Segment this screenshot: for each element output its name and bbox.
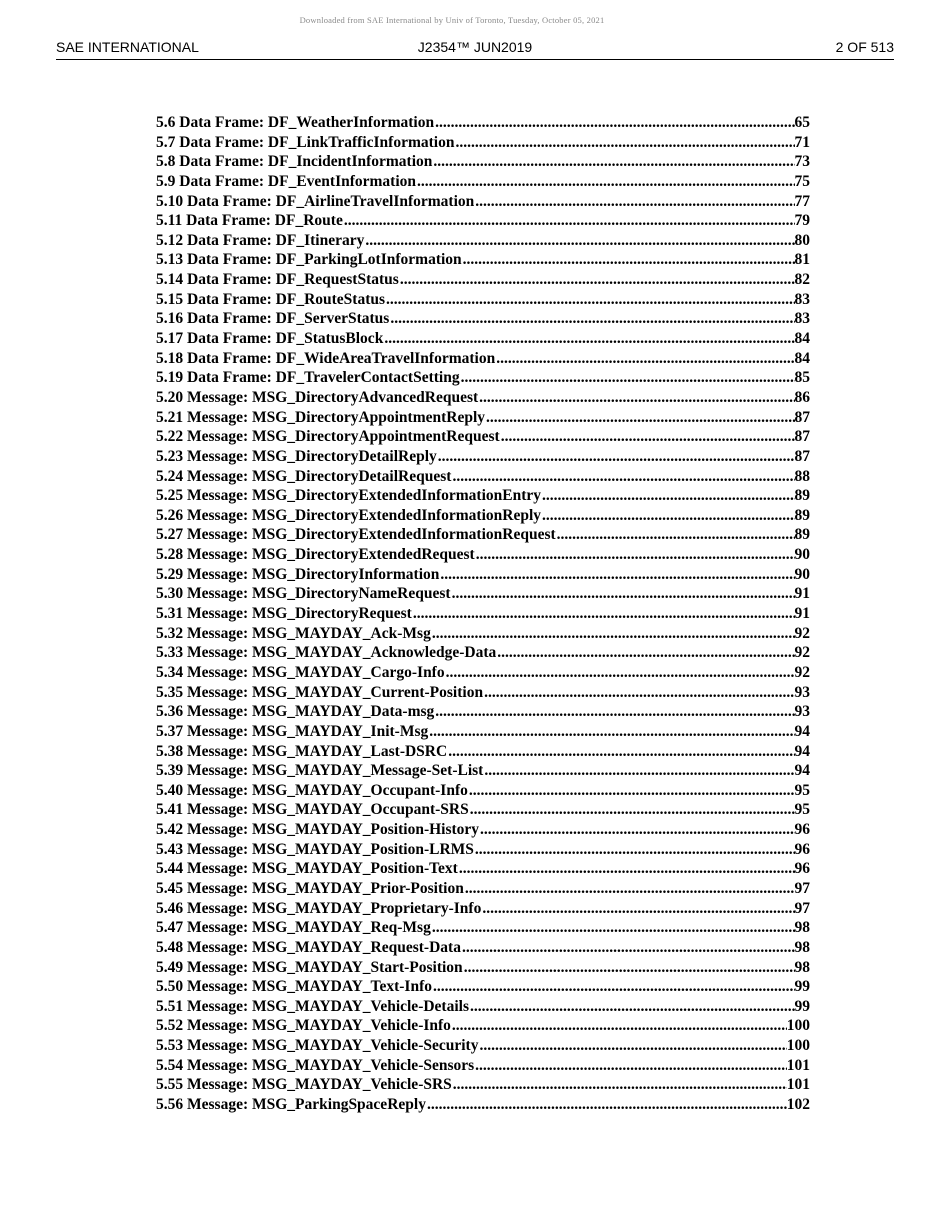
- toc-entry[interactable]: [156, 702, 810, 722]
- toc-entry[interactable]: [156, 840, 810, 860]
- toc-entry-title: 5.40 Message: MSG_MAYDAY_Occupant-Info: [156, 781, 468, 799]
- toc-entry-title: 5.47 Message: MSG_MAYDAY_Req-Msg: [156, 919, 431, 937]
- toc-entry-page: 100: [786, 1037, 810, 1055]
- toc-entry-title: 5.32 Message: MSG_MAYDAY_Ack-Msg: [156, 624, 431, 642]
- toc-leader-dots: [417, 172, 794, 192]
- toc-entry[interactable]: [156, 918, 810, 938]
- toc-entry[interactable]: [156, 486, 810, 506]
- toc-entry-page: 101: [786, 1076, 810, 1094]
- toc-entry[interactable]: [156, 368, 810, 388]
- toc-entry-page: 96: [794, 821, 810, 839]
- table-of-contents: [156, 113, 810, 1115]
- toc-entry[interactable]: [156, 997, 810, 1017]
- toc-entry[interactable]: [156, 938, 810, 958]
- toc-entry[interactable]: [156, 742, 810, 762]
- toc-entry[interactable]: [156, 211, 810, 231]
- toc-entry-page: 87: [794, 428, 810, 446]
- toc-entry[interactable]: [156, 663, 810, 683]
- toc-entry-page: 94: [794, 742, 810, 760]
- toc-entry-page: 100: [786, 1017, 810, 1035]
- toc-entry[interactable]: [156, 879, 810, 899]
- toc-leader-dots: [413, 604, 795, 624]
- toc-entry[interactable]: [156, 624, 810, 644]
- toc-entry-title: 5.45 Message: MSG_MAYDAY_Prior-Position: [156, 879, 464, 897]
- toc-entry-page: 98: [794, 958, 810, 976]
- toc-leader-dots: [479, 1036, 786, 1056]
- toc-entry[interactable]: [156, 309, 810, 329]
- toc-entry-page: 94: [794, 722, 810, 740]
- toc-entry[interactable]: [156, 899, 810, 919]
- toc-entry-title: 5.16 Data Frame: DF_ServerStatus: [156, 310, 390, 328]
- toc-entry-page: 86: [794, 388, 810, 406]
- toc-entry[interactable]: [156, 329, 810, 349]
- toc-leader-dots: [455, 133, 794, 153]
- toc-entry-title: 5.20 Message: MSG_DirectoryAdvancedRequest: [156, 388, 479, 406]
- toc-entry-title: 5.43 Message: MSG_MAYDAY_Position-LRMS: [156, 840, 474, 858]
- toc-entry-title: 5.39 Message: MSG_MAYDAY_Message-Set-List: [156, 762, 484, 780]
- toc-entry[interactable]: [156, 1036, 810, 1056]
- toc-entry-title: 5.52 Message: MSG_MAYDAY_Vehicle-Info: [156, 1017, 451, 1035]
- toc-entry-title: 5.18 Data Frame: DF_WideAreaTravelInformation: [156, 349, 496, 367]
- toc-entry-title: 5.55 Message: MSG_MAYDAY_Vehicle-SRS: [156, 1076, 452, 1094]
- toc-entry-title: 5.15 Data Frame: DF_RouteStatus: [156, 290, 386, 308]
- toc-entry-page: 92: [794, 624, 810, 642]
- toc-entry-page: 83: [794, 290, 810, 308]
- toc-entry-title: 5.12 Data Frame: DF_Itinerary: [156, 231, 365, 249]
- toc-entry[interactable]: [156, 683, 810, 703]
- toc-leader-dots: [470, 997, 795, 1017]
- toc-entry-title: 5.30 Message: MSG_DirectoryNameRequest: [156, 585, 451, 603]
- toc-entry[interactable]: [156, 427, 810, 447]
- toc-leader-dots: [427, 1095, 787, 1115]
- toc-leader-dots: [433, 152, 794, 172]
- toc-entry-page: 95: [794, 801, 810, 819]
- toc-entry-page: 89: [794, 487, 810, 505]
- toc-leader-dots: [484, 761, 794, 781]
- toc-leader-dots: [452, 584, 795, 604]
- toc-leader-dots: [496, 349, 794, 369]
- toc-entry-page: 97: [794, 899, 810, 917]
- document-id: J2354™ JUN2019: [417, 39, 533, 55]
- toc-entry-title: 5.7 Data Frame: DF_LinkTrafficInformation: [156, 133, 455, 151]
- toc-leader-dots: [465, 879, 795, 899]
- toc-leader-dots: [365, 231, 794, 251]
- toc-entry[interactable]: [156, 290, 810, 310]
- toc-leader-dots: [435, 113, 794, 133]
- toc-entry-page: 84: [794, 349, 810, 367]
- toc-entry[interactable]: [156, 1075, 810, 1095]
- toc-entry[interactable]: [156, 467, 810, 487]
- toc-entry-title: 5.54 Message: MSG_MAYDAY_Vehicle-Sensors: [156, 1056, 475, 1074]
- toc-leader-dots: [469, 781, 795, 801]
- toc-entry-title: 5.41 Message: MSG_MAYDAY_Occupant-SRS: [156, 801, 469, 819]
- toc-entry-page: 91: [794, 585, 810, 603]
- toc-leader-dots: [390, 309, 794, 329]
- toc-entry-page: 102: [786, 1096, 810, 1114]
- toc-entry[interactable]: [156, 388, 810, 408]
- toc-entry[interactable]: [156, 447, 810, 467]
- toc-entry-page: 65: [794, 114, 810, 131]
- download-watermark: Downloaded from SAE International by Univ of Toronto, Tuesday, October 05, 2021: [299, 15, 605, 25]
- toc-entry-page: 96: [794, 860, 810, 878]
- toc-entry[interactable]: [156, 859, 810, 879]
- toc-entry-page: 98: [794, 938, 810, 956]
- toc-entry[interactable]: [156, 1016, 810, 1036]
- toc-entry-title: 5.56 Message: MSG_ParkingSpaceReply: [156, 1096, 426, 1114]
- toc-entry-page: 82: [794, 271, 810, 289]
- toc-entry[interactable]: [156, 231, 810, 251]
- toc-leader-dots: [475, 192, 794, 212]
- toc-leader-dots: [453, 1075, 787, 1095]
- toc-entry-title: 5.34 Message: MSG_MAYDAY_Cargo-Info: [156, 663, 445, 681]
- toc-leader-dots: [440, 565, 794, 585]
- toc-entry-title: 5.36 Message: MSG_MAYDAY_Data-msg: [156, 703, 435, 721]
- toc-entry-page: 85: [794, 369, 810, 387]
- toc-leader-dots: [432, 624, 795, 644]
- toc-entry-title: 5.9 Data Frame: DF_EventInformation: [156, 172, 417, 190]
- toc-entry-page: 75: [794, 172, 810, 190]
- toc-entry-title: 5.8 Data Frame: DF_IncidentInformation: [156, 153, 433, 171]
- toc-entry-page: 99: [794, 978, 810, 996]
- toc-leader-dots: [470, 800, 795, 820]
- toc-entry-page: 94: [794, 762, 810, 780]
- toc-entry-title: 5.22 Message: MSG_DirectoryAppointmentRequest: [156, 428, 500, 446]
- toc-leader-dots: [432, 918, 795, 938]
- toc-leader-dots: [429, 722, 794, 742]
- toc-leader-dots: [480, 820, 794, 840]
- toc-entry-page: 80: [794, 231, 810, 249]
- toc-entry-title: 5.17 Data Frame: DF_StatusBlock: [156, 330, 384, 348]
- toc-entry[interactable]: [156, 643, 810, 663]
- toc-entry[interactable]: [156, 250, 810, 270]
- toc-entry-page: 87: [794, 447, 810, 465]
- toc-entry-title: 5.25 Message: MSG_DirectoryExtendedInformationEntry: [156, 487, 542, 505]
- toc-entry-title: 5.6 Data Frame: DF_WeatherInformation: [156, 114, 435, 131]
- toc-entry-title: 5.24 Message: MSG_DirectoryDetailRequest: [156, 467, 452, 485]
- toc-entry[interactable]: [156, 172, 810, 192]
- toc-entry-page: 79: [794, 212, 810, 230]
- toc-entry-title: 5.46 Message: MSG_MAYDAY_Proprietary-Info: [156, 899, 482, 917]
- toc-entry[interactable]: [156, 781, 810, 801]
- page-number: 2 OF 513: [835, 39, 894, 55]
- toc-entry-page: 88: [794, 467, 810, 485]
- toc-entry-title: 5.28 Message: MSG_DirectoryExtendedRequest: [156, 546, 475, 564]
- toc-entry-page: 98: [794, 919, 810, 937]
- toc-entry-page: 81: [794, 251, 810, 269]
- toc-leader-dots: [435, 702, 794, 722]
- toc-entry-title: 5.14 Data Frame: DF_RequestStatus: [156, 271, 399, 289]
- toc-leader-dots: [482, 899, 794, 919]
- toc-entry[interactable]: [156, 1056, 810, 1076]
- toc-entry-title: 5.38 Message: MSG_MAYDAY_Last-DSRC: [156, 742, 448, 760]
- toc-entry-page: 73: [794, 153, 810, 171]
- toc-leader-dots: [542, 506, 794, 526]
- toc-entry-page: 89: [794, 506, 810, 524]
- publisher-name: SAE INTERNATIONAL: [56, 39, 199, 55]
- toc-entry[interactable]: [156, 270, 810, 290]
- toc-entry-page: 93: [794, 703, 810, 721]
- toc-entry-page: 96: [794, 840, 810, 858]
- toc-entry[interactable]: [156, 113, 810, 133]
- toc-entry-page: 93: [794, 683, 810, 701]
- toc-entry[interactable]: [156, 761, 810, 781]
- toc-entry-title: 5.53 Message: MSG_MAYDAY_Vehicle-Security: [156, 1037, 479, 1055]
- toc-entry[interactable]: [156, 958, 810, 978]
- toc-entry-title: 5.11 Data Frame: DF_Route: [156, 212, 343, 230]
- toc-leader-dots: [484, 683, 794, 703]
- toc-leader-dots: [475, 840, 795, 860]
- toc-entry-page: 90: [794, 565, 810, 583]
- toc-leader-dots: [542, 486, 794, 506]
- toc-entry-page: 83: [794, 310, 810, 328]
- toc-entry-page: 92: [794, 663, 810, 681]
- toc-entry[interactable]: [156, 977, 810, 997]
- toc-leader-dots: [486, 408, 794, 428]
- toc-entry-page: 77: [794, 192, 810, 210]
- toc-leader-dots: [497, 643, 794, 663]
- toc-leader-dots: [384, 329, 794, 349]
- toc-entry-page: 89: [794, 526, 810, 544]
- toc-entry-title: 5.27 Message: MSG_DirectoryExtendedInformationRequest: [156, 526, 556, 544]
- toc-leader-dots: [476, 545, 795, 565]
- toc-entry[interactable]: [156, 349, 810, 369]
- toc-entry[interactable]: [156, 820, 810, 840]
- toc-entry[interactable]: [156, 192, 810, 212]
- toc-entry-title: 5.42 Message: MSG_MAYDAY_Position-History: [156, 821, 480, 839]
- toc-entry[interactable]: [156, 800, 810, 820]
- page-header: [56, 39, 894, 60]
- toc-leader-dots: [459, 859, 795, 879]
- toc-leader-dots: [386, 290, 794, 310]
- toc-entry-title: 5.51 Message: MSG_MAYDAY_Vehicle-Details: [156, 997, 469, 1015]
- toc-entry-title: 5.49 Message: MSG_MAYDAY_Start-Position: [156, 958, 463, 976]
- toc-entry-page: 87: [794, 408, 810, 426]
- toc-entry-page: 90: [794, 546, 810, 564]
- toc-leader-dots: [501, 427, 795, 447]
- toc-leader-dots: [557, 525, 795, 545]
- toc-entry-title: 5.10 Data Frame: DF_AirlineTravelInformation: [156, 192, 475, 210]
- toc-entry-page: 95: [794, 781, 810, 799]
- toc-leader-dots: [452, 1016, 787, 1036]
- toc-entry[interactable]: [156, 604, 810, 624]
- toc-leader-dots: [448, 742, 794, 762]
- toc-entry[interactable]: [156, 722, 810, 742]
- toc-entry-title: 5.37 Message: MSG_MAYDAY_Init-Msg: [156, 722, 429, 740]
- toc-entry-title: 5.21 Message: MSG_DirectoryAppointmentReply: [156, 408, 486, 426]
- toc-entry[interactable]: [156, 152, 810, 172]
- toc-entry-page: 84: [794, 330, 810, 348]
- toc-leader-dots: [344, 211, 795, 231]
- toc-entry-title: 5.35 Message: MSG_MAYDAY_Current-Position: [156, 683, 484, 701]
- toc-leader-dots: [461, 368, 795, 388]
- toc-entry-page: 99: [794, 997, 810, 1015]
- toc-entry-title: 5.13 Data Frame: DF_ParkingLotInformation: [156, 251, 462, 269]
- toc-leader-dots: [438, 447, 795, 467]
- toc-leader-dots: [452, 467, 794, 487]
- toc-entry-page: 101: [786, 1056, 810, 1074]
- toc-leader-dots: [446, 663, 795, 683]
- toc-entry-page: 92: [794, 644, 810, 662]
- toc-leader-dots: [464, 958, 795, 978]
- toc-leader-dots: [462, 938, 795, 958]
- toc-entry[interactable]: [156, 525, 810, 545]
- toc-entry[interactable]: [156, 545, 810, 565]
- toc-entry-page: 91: [794, 605, 810, 623]
- toc-entry-title: 5.19 Data Frame: DF_TravelerContactSetting: [156, 369, 460, 387]
- toc-leader-dots: [479, 388, 794, 408]
- toc-entry-title: 5.50 Message: MSG_MAYDAY_Text-Info: [156, 978, 432, 996]
- toc-entry-title: 5.23 Message: MSG_DirectoryDetailReply: [156, 447, 437, 465]
- toc-entry[interactable]: [156, 408, 810, 428]
- toc-leader-dots: [475, 1056, 787, 1076]
- toc-entry-title: 5.44 Message: MSG_MAYDAY_Position-Text: [156, 860, 458, 878]
- toc-entry-title: 5.48 Message: MSG_MAYDAY_Request-Data: [156, 938, 461, 956]
- toc-entry-title: 5.29 Message: MSG_DirectoryInformation: [156, 565, 440, 583]
- toc-leader-dots: [400, 270, 795, 290]
- toc-entry-title: 5.33 Message: MSG_MAYDAY_Acknowledge-Data: [156, 644, 497, 662]
- toc-entry[interactable]: [156, 565, 810, 585]
- toc-entry-page: 97: [794, 879, 810, 897]
- toc-entry-page: 71: [794, 133, 810, 151]
- toc-entry-title: 5.26 Message: MSG_DirectoryExtendedInformationReply: [156, 506, 542, 524]
- toc-entry-title: 5.31 Message: MSG_DirectoryRequest: [156, 605, 412, 623]
- toc-entry[interactable]: [156, 506, 810, 526]
- toc-entry[interactable]: [156, 133, 810, 153]
- toc-leader-dots: [433, 977, 795, 997]
- toc-leader-dots: [463, 250, 795, 270]
- toc-entry[interactable]: [156, 584, 810, 604]
- toc-entry[interactable]: [156, 1095, 810, 1115]
